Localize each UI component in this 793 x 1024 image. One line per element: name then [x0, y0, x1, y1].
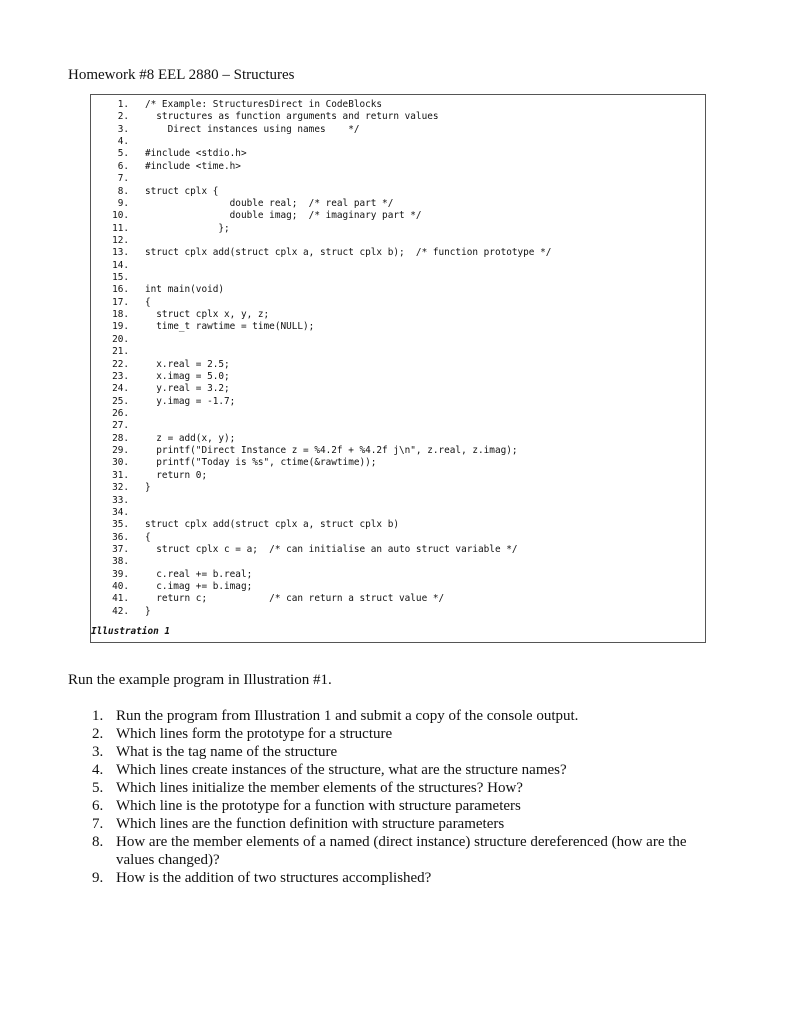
- question-item: [68, 797, 728, 815]
- question-number: 1.: [92, 708, 104, 724]
- code-line-number: 26.: [112, 407, 129, 419]
- code-line: [91, 210, 705, 222]
- code-line: [91, 260, 705, 272]
- code-line: [91, 470, 705, 482]
- code-line-number: 4.: [117, 136, 129, 148]
- code-line-text: }: [145, 482, 151, 494]
- code-line-text: struct cplx c = a; /* can initialise an auto struct variable */: [145, 543, 518, 555]
- code-line-number: 22.: [112, 358, 129, 370]
- question-item: [68, 707, 728, 725]
- code-line: [91, 235, 705, 247]
- code-line-text: return 0;: [145, 469, 208, 481]
- code-line-number: 7.: [117, 173, 129, 185]
- code-line-text: time_t rawtime = time(NULL);: [145, 321, 315, 333]
- code-line: [91, 186, 705, 198]
- code-line: [91, 136, 705, 148]
- code-line-text: struct cplx {: [145, 185, 219, 197]
- code-line-text: /* Example: StructuresDirect in CodeBlocks: [145, 99, 383, 110]
- code-line: [91, 495, 705, 507]
- code-line: [91, 371, 705, 383]
- code-line: [91, 272, 705, 284]
- code-line: [91, 581, 705, 593]
- question-text: What is the tag name of the structure: [116, 744, 338, 760]
- question-number: 2.: [92, 726, 104, 742]
- code-line-number: 5.: [117, 148, 129, 160]
- code-line: [91, 532, 705, 544]
- code-line-number: 10.: [112, 210, 129, 222]
- code-listing-box: [90, 94, 706, 643]
- code-line: [91, 420, 705, 432]
- question-number: 9.: [92, 870, 104, 886]
- code-line-number: 8.: [117, 185, 129, 197]
- question-item: [68, 833, 728, 869]
- caption-text: Illustration 1: [91, 626, 171, 637]
- code-line: [91, 223, 705, 235]
- code-line: [91, 297, 705, 309]
- code-line: [91, 148, 705, 160]
- code-line-text: z = add(x, y);: [145, 432, 236, 444]
- question-text: How is the addition of two structures accomplished?: [116, 870, 432, 886]
- code-line-number: 16.: [112, 284, 129, 296]
- question-list: [68, 707, 728, 887]
- code-line-text: struct cplx add(struct cplx a, struct cplx b): [145, 519, 399, 531]
- code-line: [91, 606, 705, 618]
- code-line: [91, 346, 705, 358]
- code-line-number: 3.: [117, 123, 129, 135]
- code-line-number: 38.: [112, 556, 129, 568]
- question-item: [68, 743, 728, 761]
- code-line: [91, 457, 705, 469]
- code-line-number: 13.: [112, 247, 129, 259]
- question-number: 6.: [92, 798, 104, 814]
- question-item: [68, 815, 728, 833]
- code-line-text: double imag; /* imaginary part */: [145, 210, 422, 222]
- question-item: [68, 725, 728, 743]
- intro-text: Run the example program in Illustration #1.: [68, 672, 332, 688]
- code-line: [91, 569, 705, 581]
- code-line-text: };: [145, 222, 230, 234]
- code-line-text: c.imag += b.imag;: [145, 581, 253, 593]
- code-line-text: struct cplx add(struct cplx a, struct cplx b); /* function prototype */: [145, 247, 552, 259]
- question-number: 3.: [92, 744, 104, 760]
- code-line: [91, 519, 705, 531]
- code-line-number: 1.: [117, 99, 129, 110]
- question-text: Which lines form the prototype for a structure: [116, 726, 393, 742]
- code-line-text: #include <stdio.h>: [145, 148, 247, 160]
- code-line-text: Direct instances using names */: [145, 123, 360, 135]
- code-line-number: 42.: [112, 605, 129, 617]
- code-line: [91, 247, 705, 259]
- code-line-number: 21.: [112, 346, 129, 358]
- code-line-number: 24.: [112, 383, 129, 395]
- code-line-number: 18.: [112, 309, 129, 321]
- question-item: [68, 869, 728, 887]
- code-line-number: 20.: [112, 333, 129, 345]
- code-line-text: struct cplx x, y, z;: [145, 309, 270, 321]
- code-line: [91, 284, 705, 296]
- code-line-text: double real; /* real part */: [145, 197, 394, 209]
- code-line-text: printf("Today is %s", ctime(&rawtime));: [145, 457, 377, 469]
- code-line: [91, 433, 705, 445]
- code-line: [91, 334, 705, 346]
- code-line-text: c.real += b.real;: [145, 568, 253, 580]
- question-item: [68, 761, 728, 779]
- code-line: [91, 507, 705, 519]
- code-line-text: x.imag = 5.0;: [145, 370, 230, 382]
- code-line-text: #include <time.h>: [145, 160, 241, 172]
- code-line: [91, 111, 705, 123]
- code-line-number: 14.: [112, 259, 129, 271]
- code-line: [91, 309, 705, 321]
- question-text: Which lines are the function definition with structure parameters: [116, 816, 505, 832]
- question-item: [68, 779, 728, 797]
- question-number: 8.: [92, 834, 104, 850]
- question-text: Run the program from Illustration 1 and submit a copy of the console output.: [116, 708, 579, 724]
- code-line-number: 19.: [112, 321, 129, 333]
- code-line-number: 23.: [112, 370, 129, 382]
- question-text: How are the member elements of a named (direct instance) structure dereferenced (how are the values changed)?: [116, 834, 687, 868]
- question-text: Which lines initialize the member elements of the structures? How?: [116, 780, 523, 796]
- code-line-text: structures as function arguments and return values: [145, 111, 439, 123]
- question-text: Which lines create instances of the structure, what are the structure names?: [116, 762, 567, 778]
- code-line: [91, 99, 705, 111]
- code-line-number: 6.: [117, 160, 129, 172]
- code-line-text: int main(void): [145, 284, 225, 296]
- code-line-text: {: [145, 296, 151, 308]
- code-line-number: 28.: [112, 432, 129, 444]
- code-line-number: 9.: [117, 197, 129, 209]
- code-line-number: 40.: [112, 581, 129, 593]
- question-number: 4.: [92, 762, 104, 778]
- document-title: Homework #8 EEL 2880 – Structures: [68, 67, 295, 83]
- code-line-number: 32.: [112, 482, 129, 494]
- code-line-number: 30.: [112, 457, 129, 469]
- code-line-number: 2.: [117, 111, 129, 123]
- code-line-text: return c; /* can return a struct value */: [145, 593, 445, 605]
- code-line-number: 29.: [112, 445, 129, 457]
- code-line-number: 15.: [112, 272, 129, 284]
- code-line-number: 35.: [112, 519, 129, 531]
- code-line: [91, 173, 705, 185]
- code-line-number: 12.: [112, 234, 129, 246]
- code-line: [91, 445, 705, 457]
- question-number: 5.: [92, 780, 104, 796]
- code-line-number: 27.: [112, 420, 129, 432]
- code-line-text: x.real = 2.5;: [145, 358, 230, 370]
- code-line-number: 11.: [112, 222, 129, 234]
- question-text: Which line is the prototype for a function with structure parameters: [116, 798, 521, 814]
- code-line: [91, 482, 705, 494]
- code-line: [91, 161, 705, 173]
- code-line: [91, 383, 705, 395]
- code-listing: [91, 99, 705, 618]
- code-line-number: 34.: [112, 506, 129, 518]
- code-line: [91, 593, 705, 605]
- code-line-number: 33.: [112, 494, 129, 506]
- code-line-number: 17.: [112, 296, 129, 308]
- code-line-number: 41.: [112, 593, 129, 605]
- code-line-text: }: [145, 605, 151, 617]
- code-line: [91, 408, 705, 420]
- code-line: [91, 124, 705, 136]
- code-line: [91, 556, 705, 568]
- code-line: [91, 198, 705, 210]
- code-line-number: 31.: [112, 469, 129, 481]
- code-line-text: printf("Direct Instance z = %4.2f + %4.2f j\n", z.real, z.imag);: [145, 445, 518, 457]
- code-line: [91, 359, 705, 371]
- code-line: [91, 396, 705, 408]
- code-line: [91, 321, 705, 333]
- code-line-text: y.imag = -1.7;: [145, 395, 236, 407]
- code-line-number: 36.: [112, 531, 129, 543]
- code-line-number: 39.: [112, 568, 129, 580]
- code-line-number: 25.: [112, 395, 129, 407]
- code-line-text: y.real = 3.2;: [145, 383, 230, 395]
- question-number: 7.: [92, 816, 104, 832]
- code-line-number: 37.: [112, 543, 129, 555]
- code-line-text: {: [145, 531, 151, 543]
- code-line: [91, 544, 705, 556]
